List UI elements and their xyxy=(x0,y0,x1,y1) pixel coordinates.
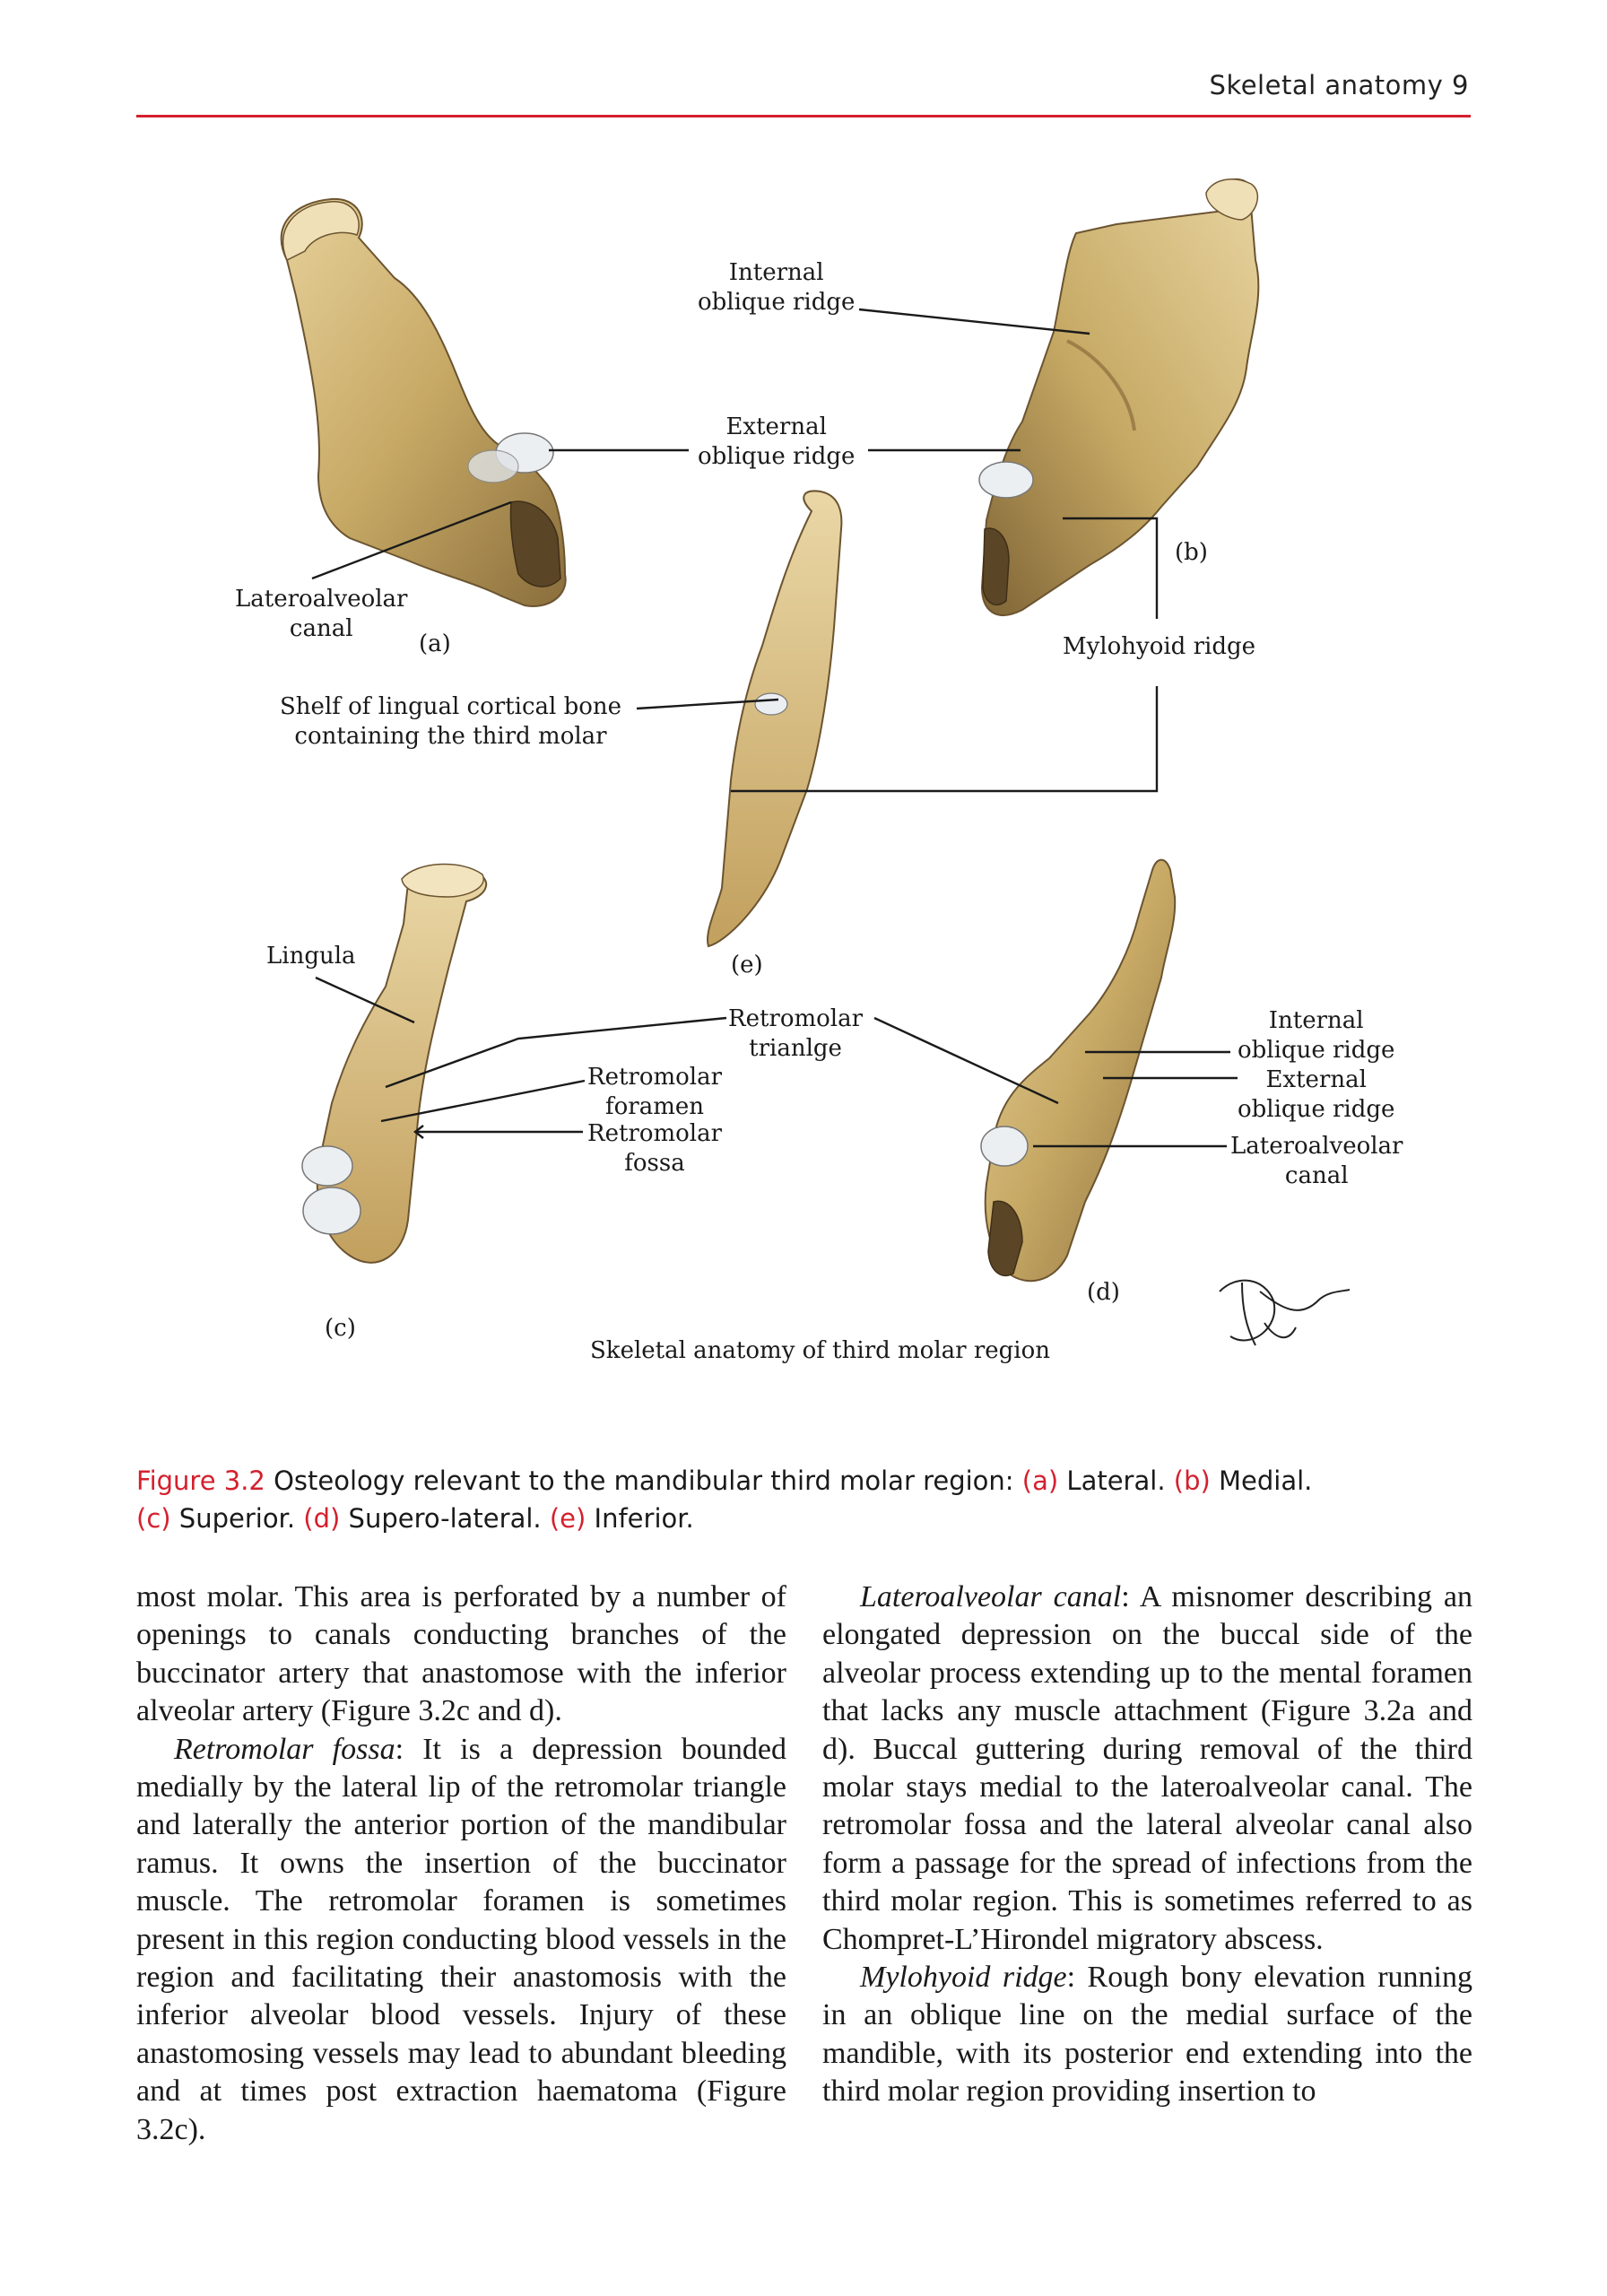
term-mylohyoid-ridge: Mylohyoid ridge xyxy=(860,1961,1067,1995)
bone-panel-e xyxy=(708,491,841,946)
bone-panel-b xyxy=(979,179,1258,615)
term-lateroalveolar-canal: Lateroalveolar canal xyxy=(860,1580,1122,1613)
bone-panel-d xyxy=(981,860,1175,1281)
label-external-oblique-ridge-top: External oblique ridge xyxy=(698,413,856,470)
label-panel-c: (c) xyxy=(325,1315,356,1342)
illustrator-signature xyxy=(1220,1281,1350,1345)
label-panel-b: (b) xyxy=(1175,539,1208,566)
label-retromolar-trianlge: Retromolar trianlge xyxy=(728,1005,864,1062)
figure-caption xyxy=(136,1462,1472,1537)
caption-panel-e-text: Inferior. xyxy=(586,1503,694,1534)
label-shelf-of-lingual-cortical-bone: Shelf of lingual cortical bone containing the third molar xyxy=(280,693,622,750)
caption-panel-c-text: Superior. xyxy=(170,1503,304,1534)
label-retromolar-foramen: Retromolar foramen xyxy=(587,1064,723,1120)
body-column-right xyxy=(822,1578,1472,2111)
paragraph-mylohyoid-ridge xyxy=(822,1959,1472,2111)
label-internal-oblique-ridge-right: Internal oblique ridge xyxy=(1238,1007,1395,1064)
caption-figure-number: Figure 3.2 xyxy=(136,1465,265,1496)
label-retromolar-fossa: Retromolar fossa xyxy=(587,1120,723,1177)
running-header: Skeletal anatomy 9 xyxy=(1209,70,1469,100)
label-external-oblique-ridge-right: External oblique ridge xyxy=(1238,1066,1395,1123)
label-panel-d: (d) xyxy=(1087,1279,1120,1306)
body-column-left xyxy=(136,1578,786,2149)
label-lateroalveolar-canal-right: Lateroalveolar canal xyxy=(1230,1133,1403,1189)
caption-panel-d-text: Supero-lateral. xyxy=(340,1503,550,1534)
paragraph-text: : Rough bony elevation running in an oblique line on the medial surface of the mandible, with its posterior end extending into the third molar region providing insertion to xyxy=(822,1961,1472,2109)
paragraph-text: : It is a depression bounded medially by the lateral lip of the retromolar triangle and laterally the anterior portion of the mandibular ramus. It owns the insertion of the buccinator muscle. The retromolar foramen is sometimes present in this region conducting blood vessels in the region and facilitating their anastomosis with the inferior alveolar blood vessels. Injury of these anastomosing vessels may lead to abundant bleeding and at times post extraction haematoma (Figure 3.2c). xyxy=(136,1732,786,2146)
label-internal-oblique-ridge-top: Internal oblique ridge xyxy=(698,259,856,316)
term-retromolar-fossa: Retromolar fossa xyxy=(174,1732,395,1766)
paragraph: most molar. This area is perforated by a number of openings to canals conducting branches of the buccinator artery that anastomose with the inferior alveolar artery (Figure 3.2c and d). xyxy=(136,1580,786,1728)
paragraph-lateroalveolar-canal xyxy=(822,1578,1472,1959)
caption-panel-c: (c) xyxy=(136,1503,171,1534)
label-panel-a: (a) xyxy=(419,631,451,657)
caption-panel-a: (a) xyxy=(1021,1465,1059,1496)
bone-panel-c xyxy=(302,865,486,1263)
caption-panel-e: (e) xyxy=(549,1503,586,1534)
caption-text: Osteology relevant to the mandibular third molar region: xyxy=(265,1465,1022,1496)
label-lateroalveolar-canal-left: Lateroalveolar canal xyxy=(235,586,408,642)
caption-panel-d: (d) xyxy=(303,1503,341,1534)
caption-panel-a-text: Lateral. xyxy=(1058,1465,1174,1496)
figure-title: Skeletal anatomy of third molar region xyxy=(590,1337,1051,1364)
bone-panel-a xyxy=(282,199,566,606)
paragraph-text: : A misnomer describing an elongated depression on the buccal side of the alveolar process extending up to the mental foramen that lacks any muscle attachment (Figure 3.2a and d). Buccal guttering during removal of the third molar stays medial to the lateroalveolar canal. The retromolar fossa and the lateral alveolar canal also form a passage for the spread of infections from the third molar region. This is sometimes referred to as Chompret-L’Hirondel migratory abscess. xyxy=(822,1580,1472,1956)
caption-panel-b: (b) xyxy=(1173,1465,1211,1496)
label-lingula: Lingula xyxy=(266,943,356,970)
label-mylohyoid-ridge: Mylohyoid ridge xyxy=(1063,633,1256,660)
paragraph-retromolar-fossa xyxy=(136,1731,786,2149)
caption-panel-b-text: Medial. xyxy=(1210,1465,1313,1496)
label-panel-e: (e) xyxy=(731,952,763,978)
